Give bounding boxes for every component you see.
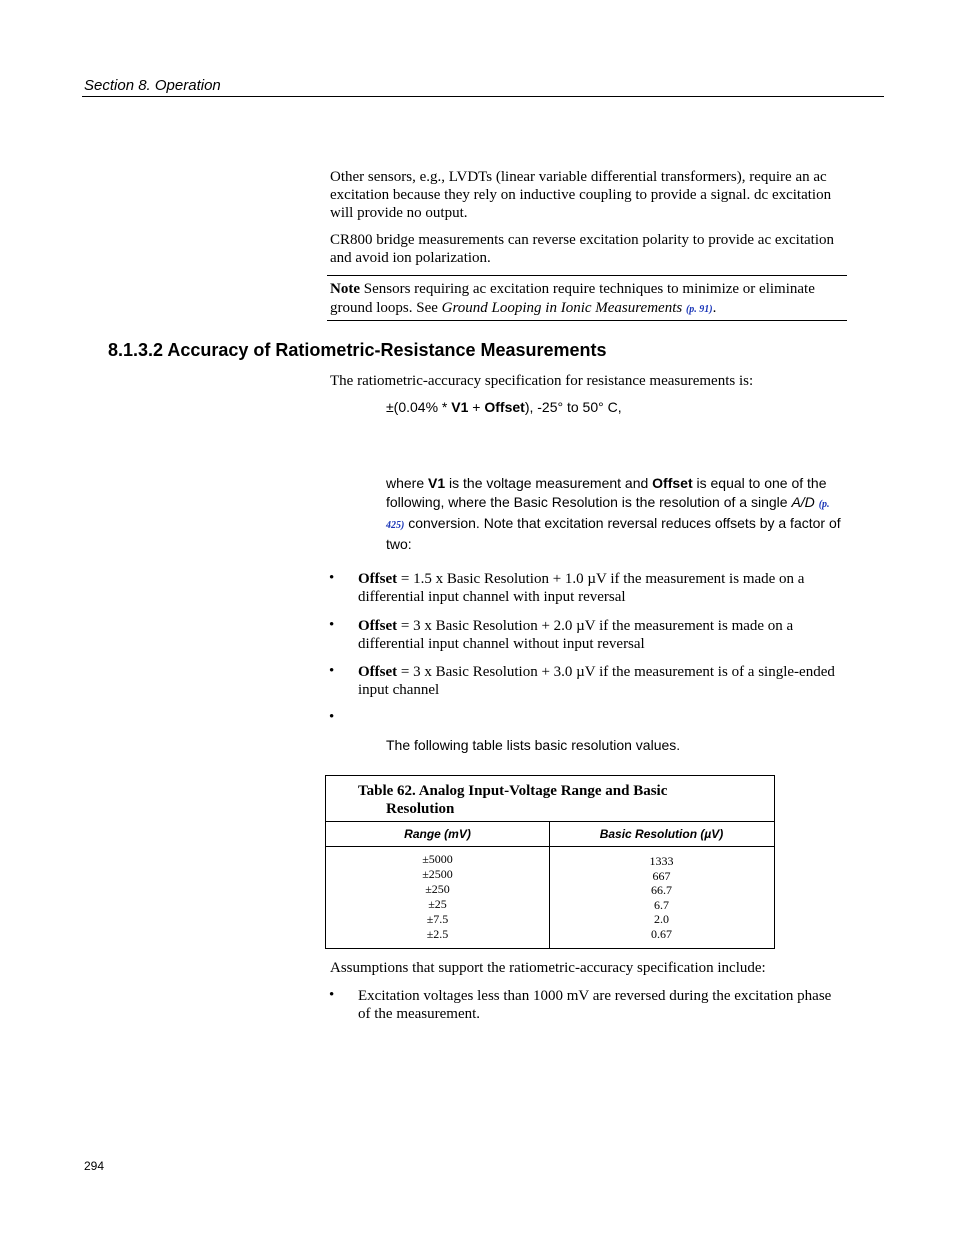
resolution-column: [550, 854, 773, 941]
table-cell-resolution: 6.7: [654, 897, 669, 912]
where-text-2: is the voltage measurement and: [445, 475, 653, 491]
spec-intro: The ratiometric-accuracy specification for resistance measurements is:: [330, 373, 754, 389]
bullet-symbol-empty: •: [329, 709, 335, 725]
formula-v1: V1: [451, 399, 469, 415]
note-label: Note: [330, 281, 360, 297]
table-cell-range: ±25: [428, 897, 447, 911]
table-cell-range: ±5000: [422, 852, 453, 866]
table-caption-line2: Resolution: [386, 801, 455, 817]
where-text-1: where: [386, 475, 429, 491]
bullet-symbol-4: •: [329, 987, 335, 1003]
note-body: Sensors requiring ac excitation require techniques to minimize or eliminate ground loops. See: [330, 281, 815, 316]
section-heading: 8.1.3.2 Accuracy of Ratiometric-Resistance Measurements: [108, 340, 607, 360]
table-cell-range: ±250: [425, 882, 450, 896]
formula-end: ), -25° to 50° C,: [524, 399, 622, 415]
paragraph-lvdt: Other sensors, e.g., LVDTs (linear variable differential transformers), require an ac excitation because they rely on inductive coupling to provide a signal. dc excitation will provide no output.: [330, 169, 832, 221]
formula-plus: +: [468, 399, 485, 415]
note-text: [330, 280, 842, 319]
table-cell-range: ±7.5: [426, 912, 449, 926]
offset-bullet-3: [358, 663, 838, 699]
bullet-symbol-1: •: [329, 570, 335, 586]
where-offset: Offset: [652, 475, 693, 491]
table-cell-range: ±2.5: [426, 927, 449, 941]
formula-offset: Offset: [484, 399, 525, 415]
where-v1: V1: [428, 475, 446, 491]
offset-description: = 1.5 x Basic Resolution + 1.0 µV if the measurement is made on a differential input channel with input reversal: [358, 571, 805, 605]
table-caption-line1: Table 62. Analog Input-Voltage Range and Basic: [358, 783, 668, 799]
assumption-bullet-1: Excitation voltages less than 1000 mV are reversed during the excitation phase of the measurement.: [358, 988, 832, 1022]
table-cell-resolution: 66.7: [651, 883, 672, 897]
table-rule: [326, 846, 774, 847]
bullet-symbol-2: •: [329, 617, 335, 633]
table-cell-resolution: 1333: [649, 854, 674, 868]
offset-bullet-1: [358, 570, 838, 606]
header-rule: [82, 96, 884, 97]
table-intro: The following table lists basic resolution values.: [386, 737, 681, 753]
bullet-symbol-3: •: [329, 663, 335, 679]
table-cell-resolution: 0.67: [651, 926, 672, 941]
range-column: [326, 852, 549, 942]
where-page-link[interactable]: (p. 425): [386, 499, 830, 531]
page-number: 294: [84, 1159, 105, 1173]
where-paragraph: [386, 474, 846, 554]
table-header-range: Range (mV): [404, 827, 471, 841]
note-end: .: [712, 300, 717, 316]
assumptions-intro: Assumptions that support the ratiometric-accuracy specification include:: [330, 960, 766, 976]
table-cell-resolution: 2.0: [654, 912, 669, 926]
table-caption: [358, 782, 718, 818]
offset-term: Offset: [358, 664, 398, 680]
table-rule: [326, 821, 774, 822]
table-cell-range: ±2500: [422, 867, 453, 881]
offset-term: Offset: [358, 618, 398, 634]
table-header-resolution: Basic Resolution (µV): [599, 827, 724, 841]
table-cell-resolution: 667: [652, 868, 671, 883]
where-ad[interactable]: A/D: [791, 494, 815, 510]
note-page-link[interactable]: (p. 91): [685, 304, 713, 315]
where-text-4: conversion. Note that excitation reversal reduces offsets by a factor of two:: [386, 515, 841, 552]
running-header: Section 8. Operation: [84, 77, 221, 94]
offset-bullet-2: [358, 617, 838, 653]
formula-start: ±(0.04% *: [386, 399, 452, 415]
offset-description: = 3 x Basic Resolution + 2.0 µV if the measurement is made on a differential input channel without input reversal: [358, 618, 794, 652]
note-link-title[interactable]: Ground Looping in Ionic Measurements: [441, 300, 683, 316]
offset-term: Offset: [358, 571, 398, 587]
note-box: [327, 275, 847, 321]
offset-description: = 3 x Basic Resolution + 3.0 µV if the measurement is of a single-ended input channel: [358, 664, 835, 698]
accuracy-formula: [386, 398, 622, 417]
where-text-3: is equal to one of the following, where the Basic Resolution is the resolution of a single: [386, 475, 827, 510]
paragraph-bridge: CR800 bridge measurements can reverse excitation polarity to provide ac excitation and avoid ion polarization.: [330, 232, 834, 266]
resolution-table: [325, 775, 775, 949]
